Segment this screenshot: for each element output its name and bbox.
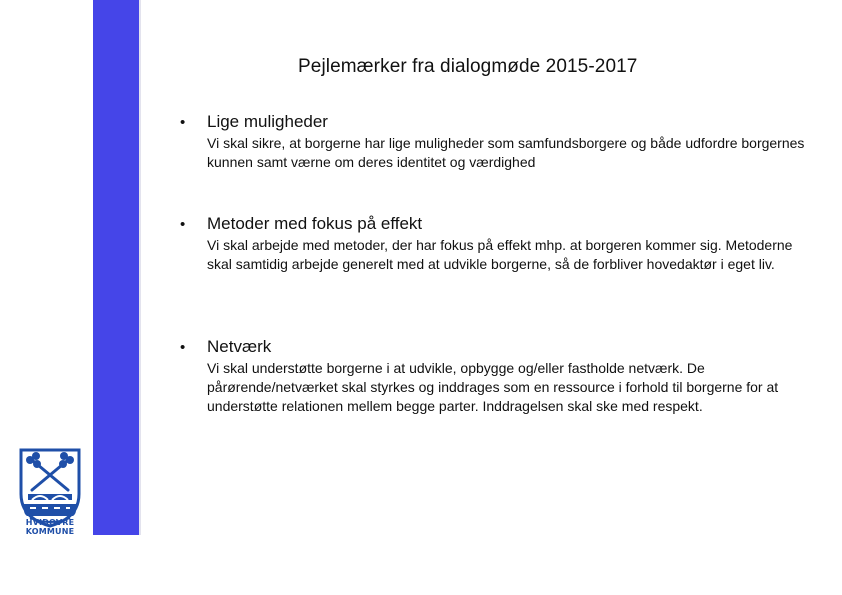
side-accent-bar [93, 0, 139, 535]
section-metoder [180, 214, 810, 274]
section-body: Vi skal arbejde med metoder, der har fokus på effekt mhp. at borgeren kommer sig. Metoderne skal samtidig arbejde generelt med at udvikle borgerne, så de forbliver hovedaktør i eget liv. [207, 237, 793, 272]
section-body: Vi skal understøtte borgerne i at udvikle, opbygge og/eller fastholde netværk. De pårørende/netværket skal styrkes og inddrages som en ressource i forhold til borgerne for at understøtte relationen mellem begge parter. Inddragelsen skal ske med respekt. [207, 360, 779, 414]
bullet-icon: • [180, 216, 186, 233]
bullet-icon: • [180, 114, 186, 131]
logo-text-line1: HVIDOVRE [25, 518, 75, 527]
bullet-line [180, 112, 810, 133]
bullet-line [180, 337, 810, 358]
bullet-line [180, 214, 810, 235]
section-lige-muligheder [180, 112, 810, 172]
section-heading: Metoder med fokus på effekt [207, 214, 423, 233]
page-title: Pejlemærker fra dialogmøde 2015-2017 [298, 56, 638, 77]
section-heading: Lige muligheder [207, 112, 328, 131]
side-accent-bar-shadow [139, 0, 141, 535]
section-netvaerk [180, 337, 810, 416]
bullet-icon: • [180, 339, 186, 356]
section-body: Vi skal sikre, at borgerne har lige muligheder som samfundsborgere og både udfordre borgernes kunnen samt værne om deres identitet og værdighed [207, 135, 805, 170]
logo-text-line2: KOMMUNE [25, 527, 75, 536]
section-heading: Netværk [207, 337, 272, 356]
